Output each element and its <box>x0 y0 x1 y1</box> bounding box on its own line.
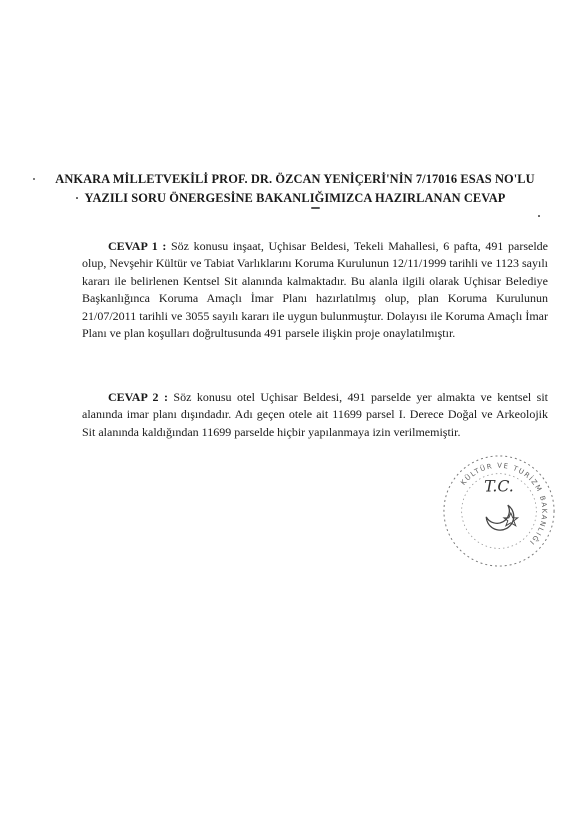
answer-1 <box>82 238 548 342</box>
answer-2-text: Söz konusu otel Uçhisar Beldesi, 491 parselde yer almakta ve kentsel sit alanında imar planı dışındadır. Adı geçen otele ait 11699 parsel I. Derece Doğal ve Arkeolojik Sit alanında kaldığından 11699 parselde hiçbir yapılanmaya izin verilmemiştir. <box>82 390 549 439</box>
document-title <box>40 170 550 208</box>
crescent-icon <box>486 505 514 530</box>
answer-1-label: CEVAP 1 : <box>108 239 167 253</box>
seal-graphic <box>440 452 558 570</box>
answer-2-paragraph <box>82 389 548 441</box>
title-line-2: YAZILI SORU ÖNERGESİNE BAKANLIĞIMIZCA HAZIRLANAN CEVAP <box>84 191 506 205</box>
answer-1-text: Söz konusu inşaat, Uçhisar Beldesi, Tekeli Mahallesi, 6 pafta, 491 parselde olup, Nevşehir Kültür ve Tabiat Varlıklarını Koruma Kurulunun 12/11/1999 tarihli ve 1123 sayılı kararı ile belirlenen Kentsel Sit alanında kalmaktadır. Bu alanla ilgili olarak Uçhisar Belediye Başkanlığınca Koruma Amaçlı İmar Planı hazırlatılmış olup, plan Koruma Kurulunun 21/07/2011 tarihli ve 3055 sayılı kararı ile uygun bulunmuştur. Dolayısı ile Koruma Amaçlı İmar Planı ve plan koşulları doğrultusunda 491 parsele ilişkin proje onaylatılmıştır. <box>82 239 548 341</box>
star-icon <box>504 513 518 526</box>
answer-1-paragraph <box>82 238 548 342</box>
official-seal-stamp <box>440 452 558 570</box>
seal-ring-text: KÜLTÜR VE TURİZM BAKANLIĞI <box>459 461 549 547</box>
scan-mark <box>311 207 320 209</box>
scan-speck <box>33 178 35 180</box>
answer-2-label: CEVAP 2 : <box>108 390 168 404</box>
title-line-1: ANKARA MİLLETVEKİLİ PROF. DR. ÖZCAN YENİÇERİ'NİN 7/17016 ESAS NO'LU <box>55 172 535 186</box>
scan-speck <box>76 197 78 199</box>
answer-2 <box>82 389 548 441</box>
scan-speck <box>538 215 540 217</box>
seal-center-text: T.C. <box>484 476 514 496</box>
